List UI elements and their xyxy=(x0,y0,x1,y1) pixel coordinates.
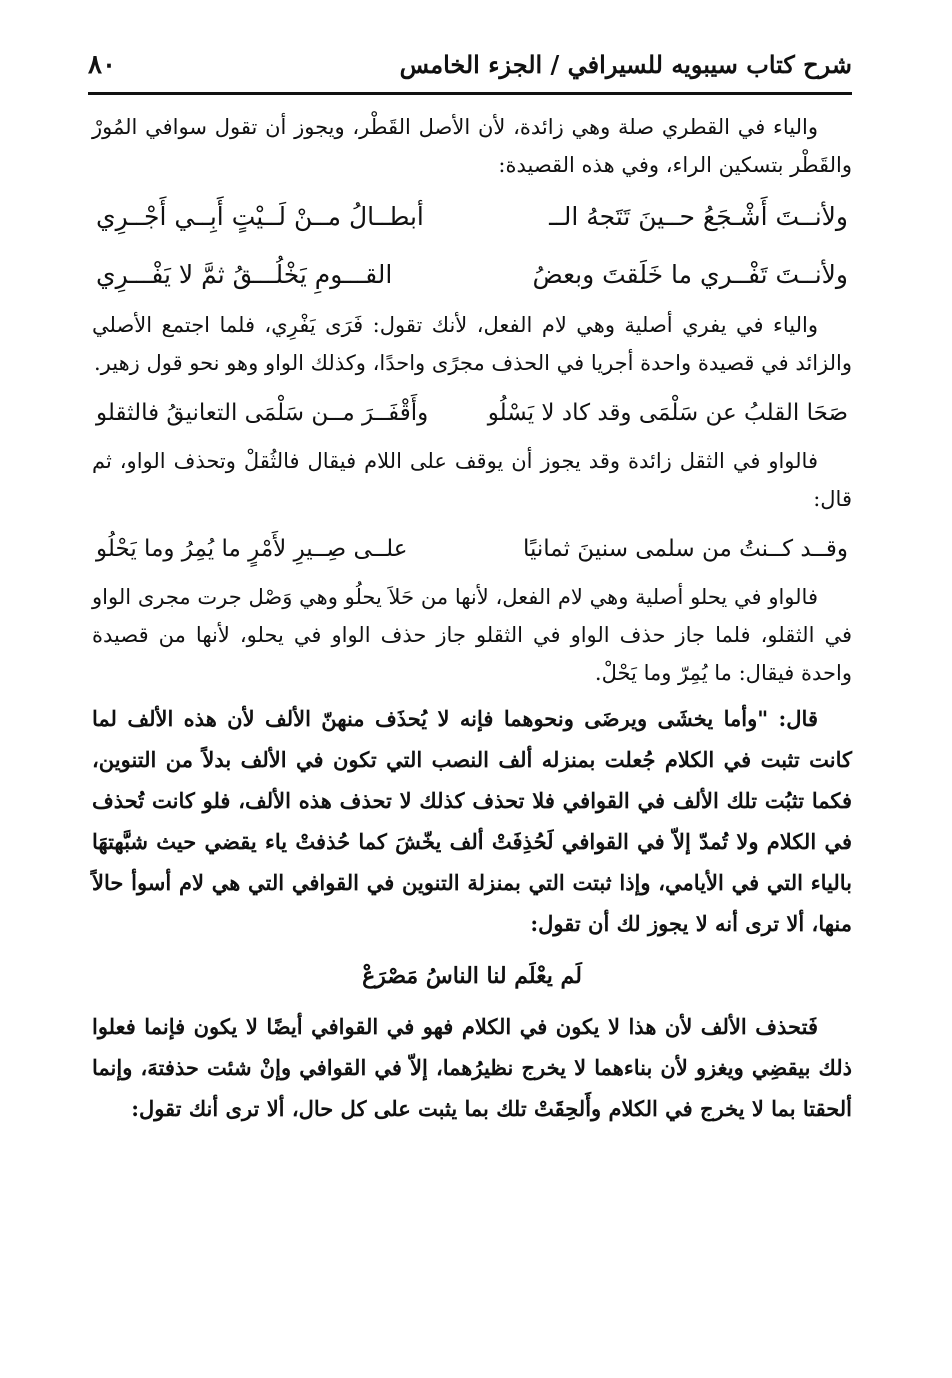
paragraph-4: فالواو في يحلو أصلية وهي لام الفعل، لأنها من حَلاَ يحلُو وهي وَصْل جرت مجرى الواو في الثقلو، فلما جاز حذف الواو في الثقلو جاز حذف الواو في يحلو، لأنها من قصيدة واحدة فيقال: ما يُمِرّ وما يَحْلْ. xyxy=(92,585,852,685)
verse-1-second-hemistich: أبطــالُ مــنْ لَــيْتٍ أَبِــي أَجْــرِي xyxy=(96,202,424,231)
verse-4-first-hemistich: وقــد كــنتُ من سلمى سنينَ ثمانيًا xyxy=(522,536,848,562)
page-number: ٨٠ xyxy=(88,50,116,80)
paragraph-2: والياء في يفري أصلية وهي لام الفعل، لأنك تقول: فَرَى يَفْرِي، فلما اجتمع الأصلي والزائد في قصيدة واحدة أجريا في الحذف مجرًى واحدًا، وكذلك الواو وهو نحو قول زهير. xyxy=(92,313,852,375)
verse-2-first-hemistich: ولأنــتَ تَفْــري ما خَلَقتَ وبعضُ xyxy=(532,260,848,289)
verse-4 xyxy=(92,524,852,574)
verse-3-second-hemistich: وأَقْفَــرَ مــن سَلْمَى التعانيقُ فالثقلو xyxy=(96,400,429,426)
paragraph-1: والياء في القطري صلة وهي زائدة، لأن الأصل القَطْر، ويجوز أن تقول سوافي المُورْ والقَطْر بتسكين الراء، وفي هذه القصيدة: xyxy=(92,115,852,177)
page-body xyxy=(92,108,852,1135)
paragraph-3: فالواو في الثقل زائدة وقد يجوز أن يوقف على اللام فيقال فالثُقلْ وتحذف الواو، ثم قال: xyxy=(92,449,852,511)
verse-4-second-hemistich: علــى صِــيرِ لأَمْرٍ ما يُمِرُ وما يَحْلُو xyxy=(96,536,408,562)
verse-1 xyxy=(92,190,852,244)
quoted-verse-line: لَم يعْلَم لنا الناسُ مَصْرَعْ xyxy=(362,963,582,989)
paragraph-6: فَتحذف الألف لأن هذا لا يكون في الكلام فهو في القوافي أيضًا لا يكون فإنما فعلوا ذلك بيقضِي ويغزو لأن بناءهما لا يخرج نظيرُهما، إلاّ في القوافي وإنْ شئت حذفتهَ، وإنما ألحقتا بما لا يخرج في الكلام وأَلحِقَتْ تلك بما يثبت على كل حال، ألا ترى أنك تقول: xyxy=(92,1014,852,1121)
verse-2 xyxy=(92,248,852,302)
verse-1-first-hemistich: ولأنــتَ أَشْـجَعُ حــينَ تَتَجهُ الــ xyxy=(549,202,848,231)
verse-3 xyxy=(92,388,852,438)
page-header xyxy=(88,48,852,95)
running-title: شرح كتاب سيبويه للسيرافي / الجزء الخامس xyxy=(399,50,852,79)
verse-3-first-hemistich: صَحَا القلبُ عن سَلْمَى وقد كاد لا يَسْلُو xyxy=(487,400,848,426)
quotation-paragraph: قال: "وأما يخشَى ويرضَى ونحوهما فإنه لا يُحذَف منهنّ الألف لأن هذه الألف لما كانت تثبت في الكلام جُعلت بمنزله ألف النصب التي تكون في الألف بدلاً من التنوين، فكما تثبُت تلك الألف في القوافي فلا تحذف كذلك لا تحذف هذه الألف، فلو كانت تُحذف في الكلام ولا تُمدّ إلاّ في القوافي لَحُذِفَتْ ألف يخّشَ كما حُذفتْ ياء يقضي حيث شبَّهتهَا بالياء التي في الأيامي، وإذا ثبتت التي بمنزلة التنوين في القوافي التي هي لام أسوأ حالاً منها، ألا ترى أنه لا يجوز لك أن تقول: xyxy=(92,706,852,936)
verse-2-second-hemistich: القـــومِ يَخْلُـــقُ ثمَّ لا يَفْـــرِي xyxy=(96,260,393,289)
